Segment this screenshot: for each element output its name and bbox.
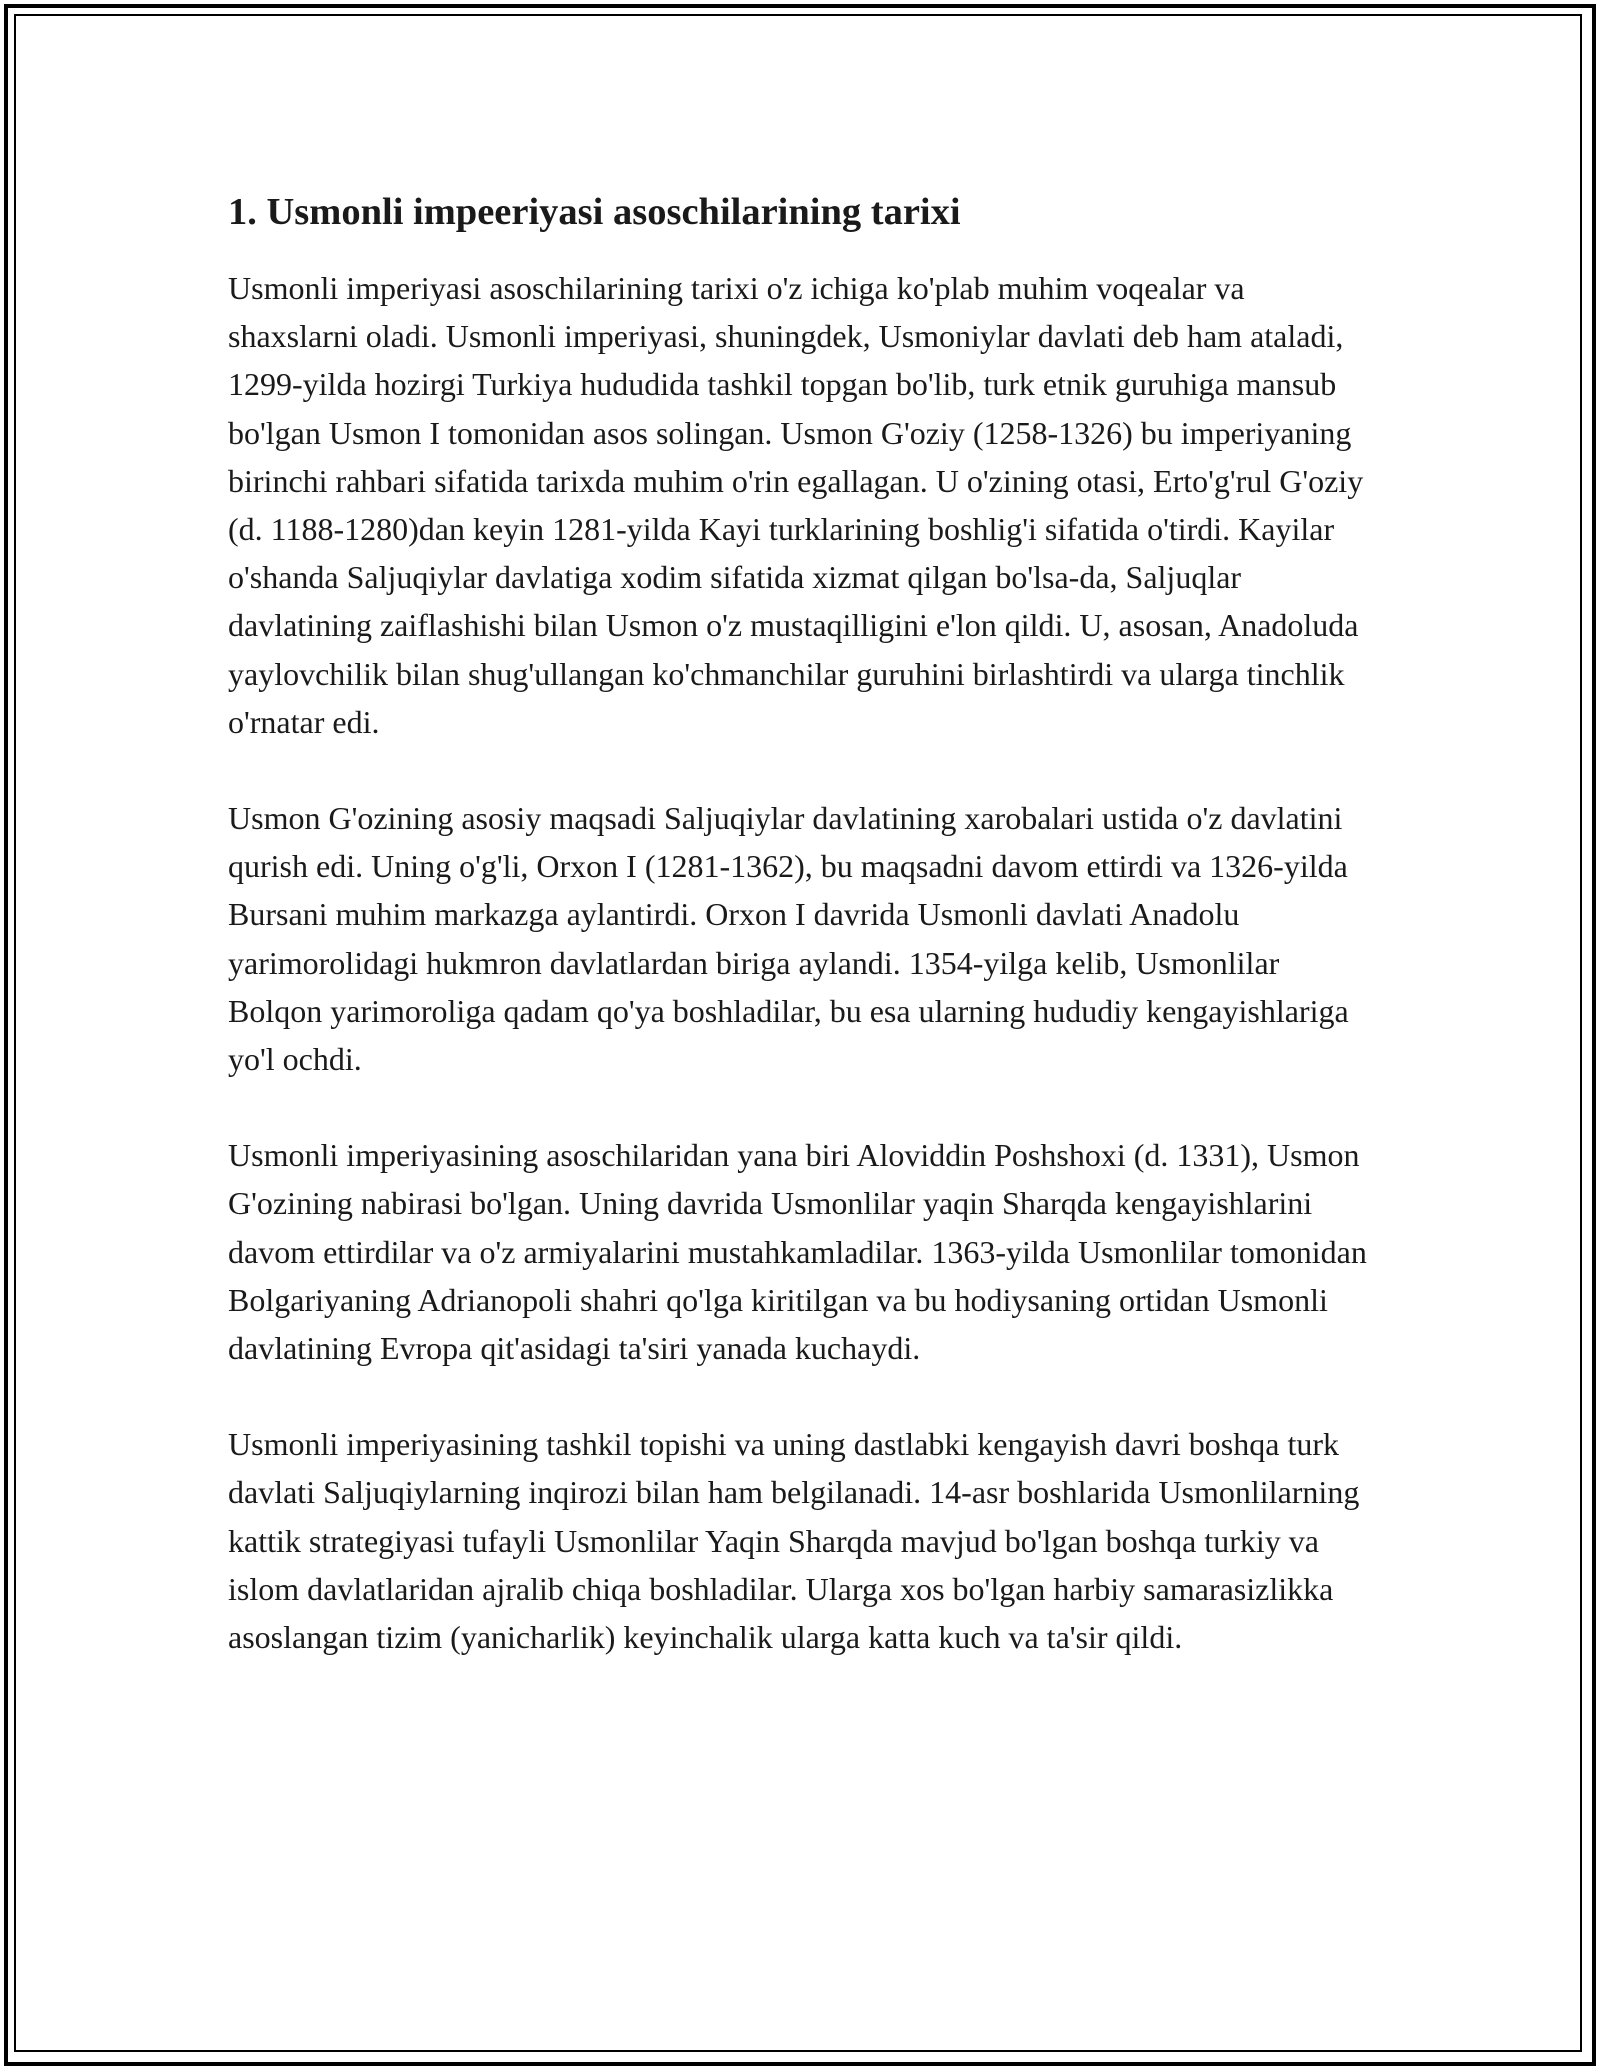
paragraph: Usmonli imperiyasining tashkil topishi va uning dastlabki kengayish davri boshqa turk davlati Saljuqiylarning inqirozi bilan ham belgilanadi. 14-asr boshlarida Usmonlilarning kattik strategiyasi tufayli Usmonlilar Yaqin Sharqda mavjud bo'lgan boshqa turkiy va islom davlatlaridan ajralib chiqa boshladilar. Ularga xos bo'lgan harbiy samarasizlikka asoslangan tizim (yanicharlik) keyinchalik ularga katta kuch va ta'sir qildi. bbox=[228, 1426, 1360, 1656]
paragraph: Usmonli imperiyasi asoschilarining tarixi o'z ichiga ko'plab muhim voqealar va shaxslarni oladi. Usmonli imperiyasi, shuningdek, Usmoniylar davlati deb ham ataladi, 1299-yilda hozirgi Turkiya hududida tashkil topgan bo'lib, turk etnik guruhiga mansub bo'lgan Usmon I tomonidan asos solingan. Usmon G'oziy (1258-1326) bu imperiyaning birinchi rahbari sifatida tarixda muhim o'rin egallagan. U o'zining otasi, Erto'g'rul G'oziy (d. 1188-1280)dan keyin 1281-yilda Kayi turklarining boshlig'i sifatida o'tirdi. Kayilar o'shanda Saljuqiylar davlatiga xodim sifatida xizmat qilgan bo'lsa-da, Saljuqlar davlatining zaiflashishi bilan Usmon o'z mustaqilligini e'lon qildi. U, asosan, Anadoluda yaylovchilik bilan shug'ullangan ko'chmanchilar guruhini birlashtirdi va ularga tinchlik o'rnatar edi. bbox=[228, 270, 1364, 740]
document-body bbox=[228, 186, 1368, 1709]
paragraph: Usmon G'ozining asosiy maqsadi Saljuqiylar davlatining xarobalari ustida o'z davlatini qurish edi. Uning o'g'li, Orxon I (1281-1362), bu maqsadni davom ettirdi va 1326-yilda Bursani muhim markazga aylantirdi. Orxon I davrida Usmonli davlati Anadolu yarimorolidagi hukmron davlatlardan biriga aylandi. 1354-yilga kelib, Usmonlilar Bolqon yarimoroliga qadam qo'ya boshladilar, bu esa ularning hududiy kengayishlariga yo'l ochdi. bbox=[228, 800, 1349, 1078]
document-title: 1. Usmonli impeeriyasi asoschilarining tarixi bbox=[228, 191, 961, 233]
paragraph: Usmonli imperiyasining asoschilaridan yana biri Aloviddin Poshshoxi (d. 1331), Usmon G'ozining nabirasi bo'lgan. Uning davrida Usmonlilar yaqin Sharqda kengayishlarini davom ettirdilar va o'z armiyalarini mustahkamladilar. 1363-yilda Usmonlilar tomonidan Bolgariyaning Adrianopoli shahri qo'lga kiritilgan va bu hodiysaning ortidan Usmonli davlatining Evropa qit'asidagi ta'siri yanada kuchaydi. bbox=[228, 1137, 1367, 1367]
